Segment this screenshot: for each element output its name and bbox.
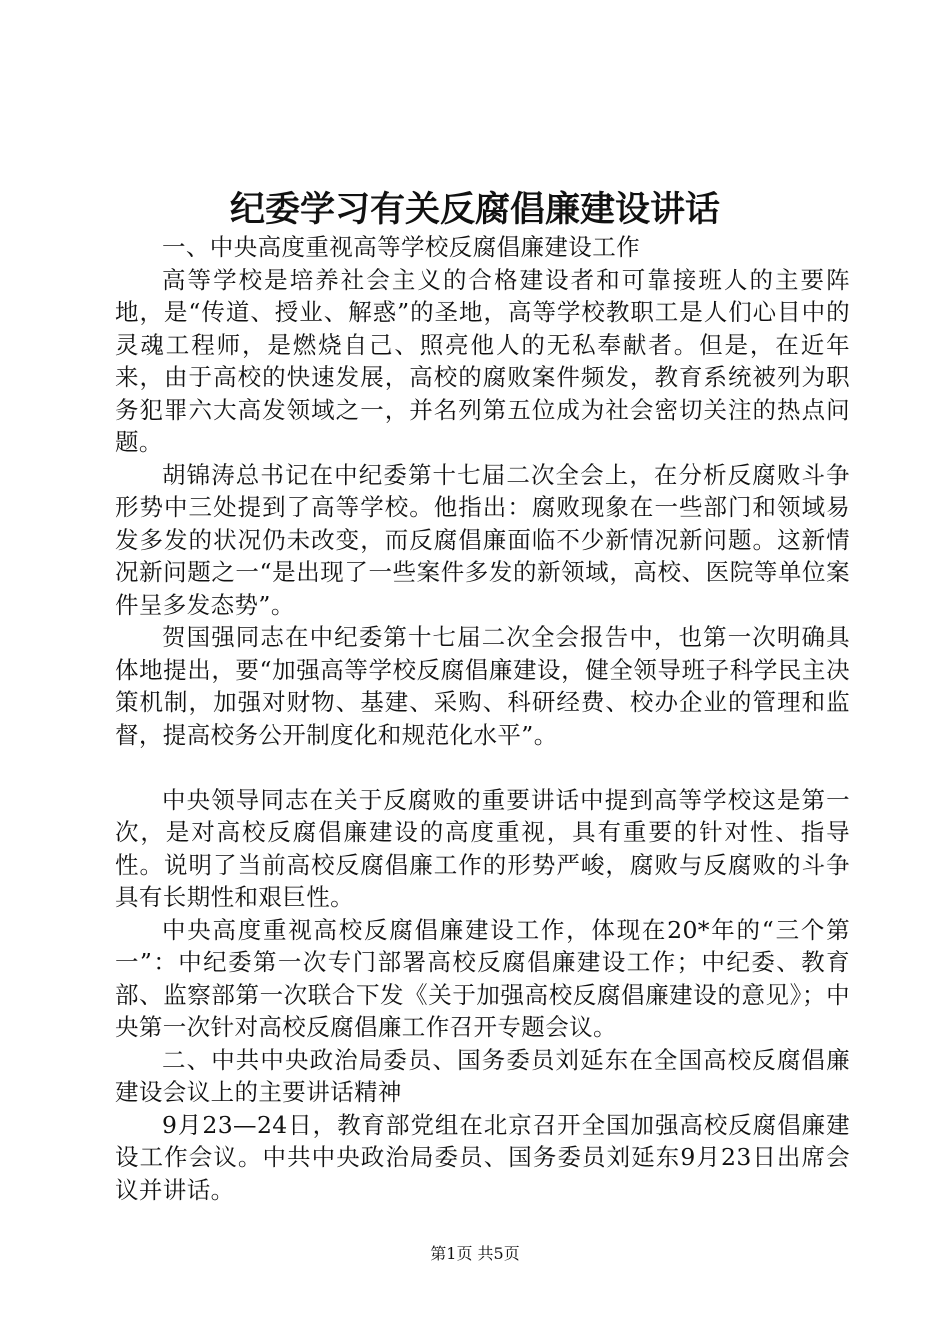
paragraph: 中央领导同志在关于反腐败的重要讲话中提到高等学校这是第一次，是对高校反腐倡廉建设的高度重视，具有重要的针对性、指导性。说明了当前高校反腐倡廉工作的形势严峻，腐败与反腐败的斗争具有长期性和艰巨性。 <box>115 785 850 911</box>
document-title: 纪委学习有关反腐倡廉建设讲话 <box>229 189 720 230</box>
paragraph: 中央高度重视高校反腐倡廉建设工作，体现在20*年的“三个第一”：中纪委第一次专门部署高校反腐倡廉建设工作；中纪委、教育部、监察部第一次联合下发《关于加强高校反腐倡廉建设的意见》；中央第一次针对高校反腐倡廉工作召开专题会议。 <box>115 915 850 1041</box>
section-heading-1: 一、中央高度重视高等学校反腐倡廉建设工作 <box>162 233 640 261</box>
paragraph: 9月23—24日，教育部党组在北京召开全国加强高校反腐倡廉建设工作会议。中共中央政治局委员、国务委员刘延东9月23日出席会议并讲话。 <box>115 1110 850 1204</box>
paragraph: 高等学校是培养社会主义的合格建设者和可靠接班人的主要阵地，是“传道、授业、解惑”的圣地，高等学校教职工是人们心目中的灵魂工程师，是燃烧自己、照亮他人的无私奉献者。但是，在近年来，由于高校的快速发展，高校的腐败案件频发，教育系统被列为职务犯罪六大高发领域之一，并名列第五位成为社会密切关注的热点问题。 <box>115 265 850 456</box>
document-body <box>115 231 850 1206</box>
paragraph: 胡锦涛总书记在中纪委第十七届二次全会上，在分析反腐败斗争形势中三处提到了高等学校。他指出：腐败现象在一些部门和领域易发多发的状况仍未改变，而反腐倡廉面临不少新情况新问题。这新情况新问题之一“是出现了一些案件多发的新领域，高校、医院等单位案件呈多发态势”。 <box>115 460 850 619</box>
paragraph: 贺国强同志在中纪委第十七届二次全会报告中，也第一次明确具体地提出，要“加强高等学校反腐倡廉建设，健全领导班子科学民主决策机制，加强对财物、基建、采购、科研经费、校办企业的管理和监督，提高校务公开制度化和规范化水平”。 <box>115 623 850 749</box>
section-heading-2: 二、中共中央政治局委员、国务委员刘延东在全国高校反腐倡廉建设会议上的主要讲话精神 <box>115 1045 850 1106</box>
page-number-footer: 第1页 共5页 <box>430 1244 520 1263</box>
